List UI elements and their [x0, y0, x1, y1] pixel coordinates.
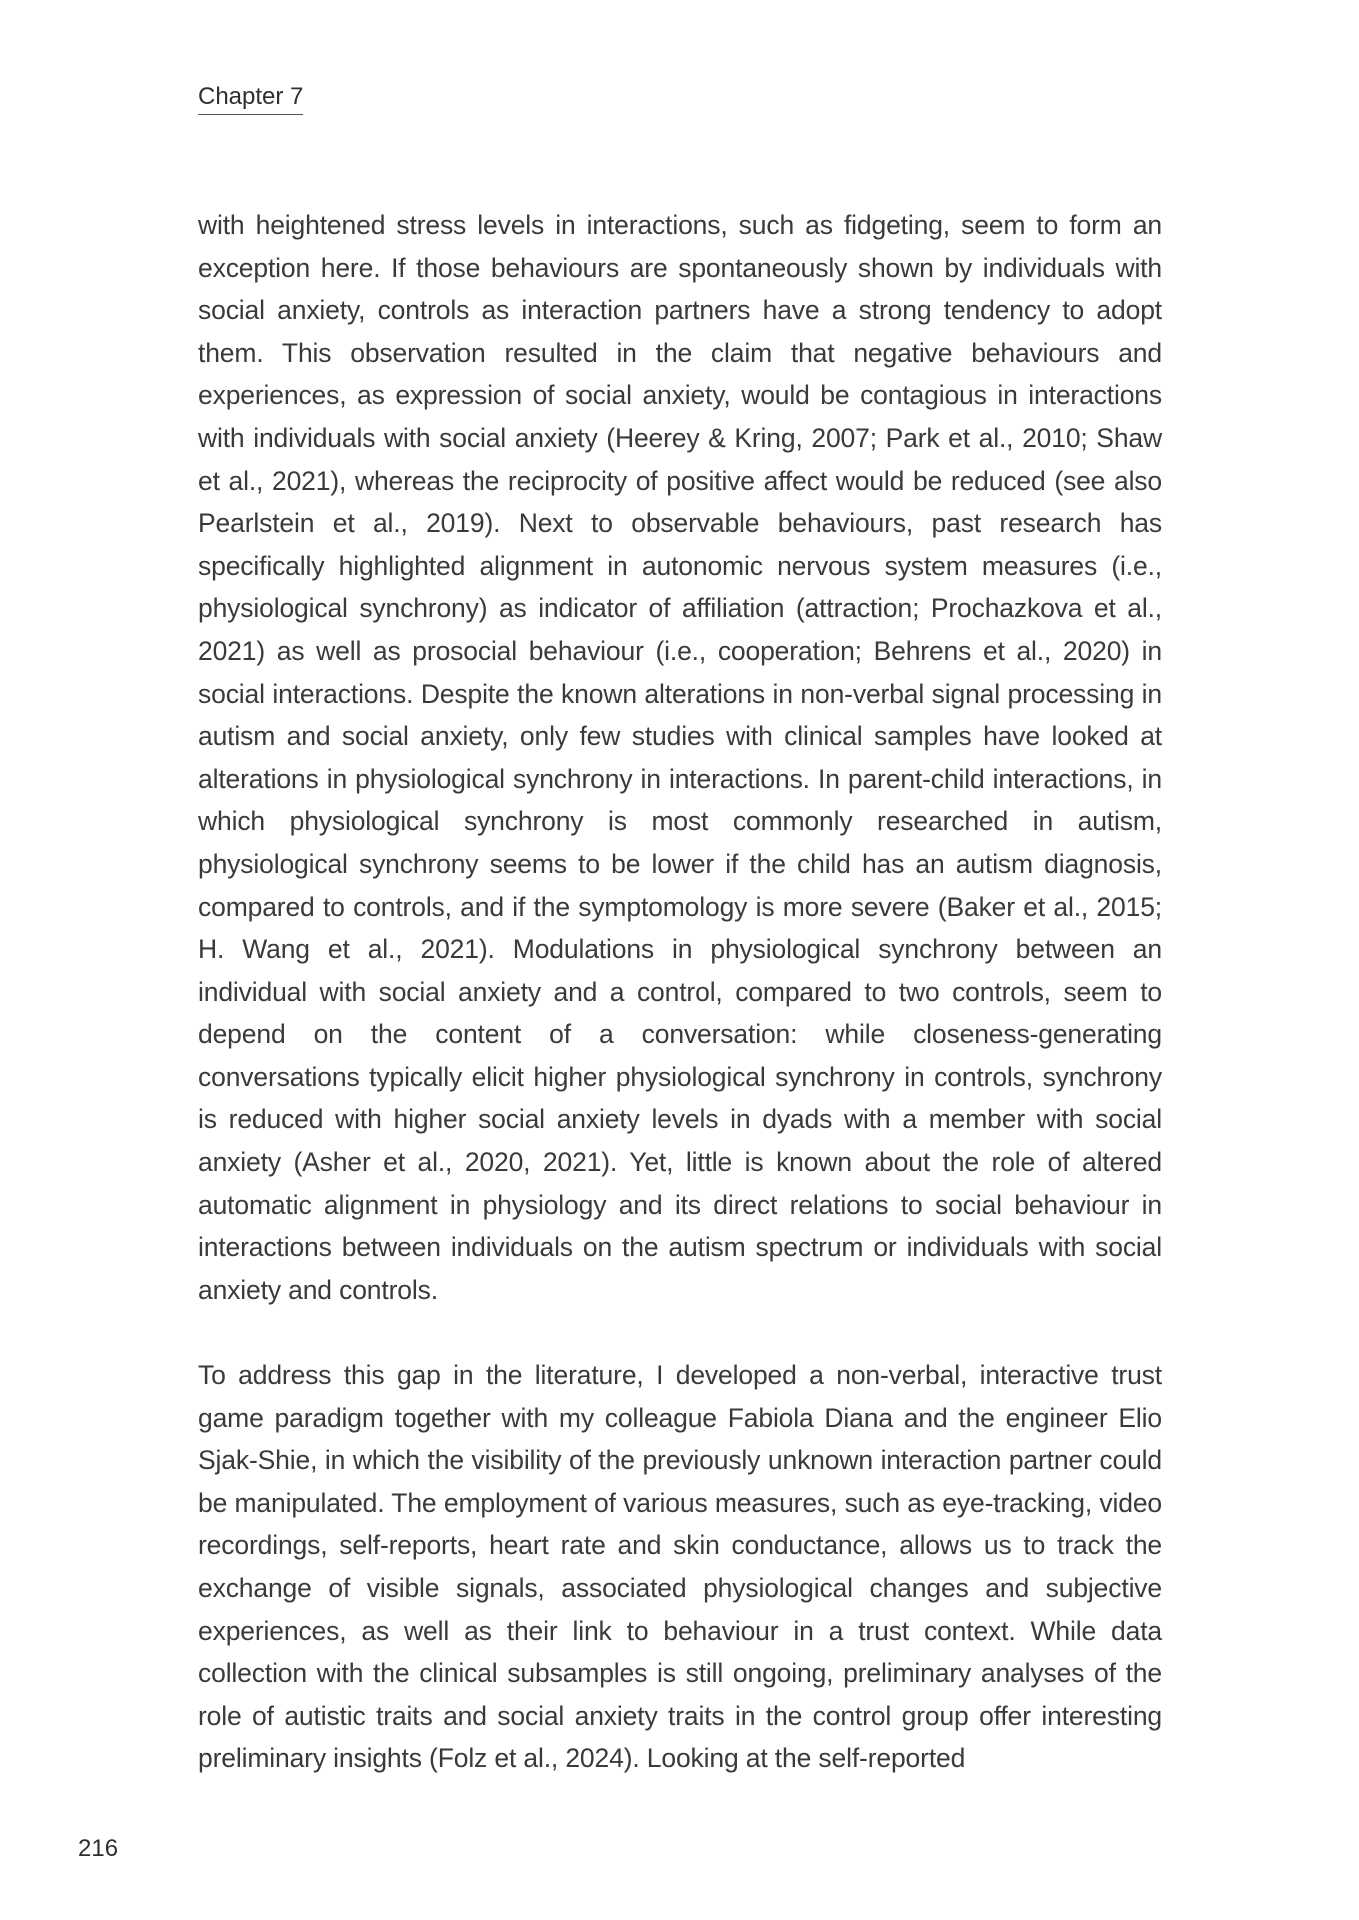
paragraph-2: To address this gap in the literature, I developed a non-verbal, interactive trust game paradigm together with my colleague Fabiola Diana and the engineer Elio Sjak-Shie, in which the visibility of the previously unknown interaction partner could be manipulated. The employment of various measures, such as eye-tracking, video recordings, self-reports, heart rate and skin conductance, allows us to track the exchange of visible signals, associated physiological changes and subjective experiences, as well as their link to behaviour in a trust context. While data collection with the clinical subsamples is still ongoing, preliminary analyses of the role of autistic traits and social anxiety traits in the control group offer interesting preliminary insights (Folz et al., 2024). Looking at the self-reported [198, 1360, 1162, 1774]
page-number: 216 [78, 1835, 119, 1862]
paragraph-1: with heightened stress levels in interactions, such as fidgeting, seem to form an exception here. If those behaviours are spontaneously shown by individuals with social anxiety, controls as interaction partners have a strong tendency to adopt them. This observation resulted in the claim that negative behaviours and experiences, as expression of social anxiety, would be contagious in interactions with individuals with social anxiety (Heerey & Kring, 2007; Park et al., 2010; Shaw et al., 2021), whereas the reciprocity of positive affect would be reduced (see also Pearlstein et al., 2019). Next to observable behaviours, past research has specifically highlighted alignment in autonomic nervous system measures (i.e., physiological synchrony) as indicator of affiliation (attraction; Prochazkova et al., 2021) as well as prosocial behaviour (i.e., cooperation; Behrens et al., 2020) in social interactions. Despite the known alterations in non-verbal signal processing in autism and social anxiety, only few studies with clinical samples have looked at alterations in physiological synchrony in interactions. In parent-child interactions, in which physiological synchrony is most commonly researched in autism, physiological synchrony seems to be lower if the child has an autism diagnosis, compared to controls, and if the symptomology is more severe (Baker et al., 2015; H. Wang et al., 2021). Modulations in physiological synchrony between an individual with social anxiety and a control, compared to two controls, seem to depend on the content of a conversation: while closeness-generating conversations typically elicit higher physiological synchrony in controls, synchrony is reduced with higher social anxiety levels in dyads with a member with social anxiety (Asher et al., 2020, 2021). Yet, little is known about the role of altered automatic alignment in physiology and its direct relations to social behaviour in interactions between individuals on the autism spectrum or individuals with social anxiety and controls. [198, 210, 1162, 1305]
running-header-chapter: Chapter 7 [198, 82, 303, 115]
body-text [198, 204, 1162, 1780]
